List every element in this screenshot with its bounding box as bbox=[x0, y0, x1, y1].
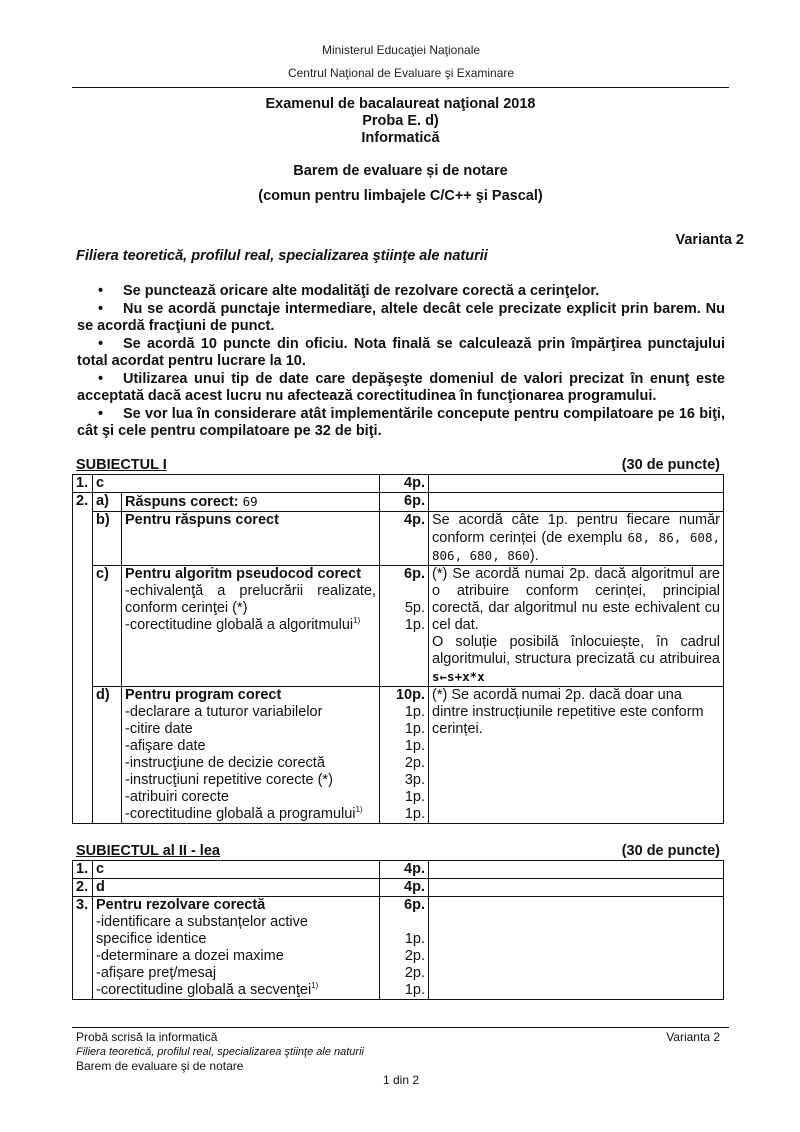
rule-item: • Se acordă 10 puncte din oficiu. Nota finală se calculează prin împărţirea punctajului total acordat pentru lucrare la 10. bbox=[77, 335, 725, 369]
bullet-icon: • bbox=[98, 283, 104, 299]
answer-cell: Pentru răspuns corect bbox=[122, 512, 380, 566]
variant-label: Varianta 2 bbox=[675, 232, 744, 248]
general-rules bbox=[77, 283, 725, 441]
subject2-points: (30 de puncte) bbox=[621, 843, 720, 859]
filiera-label: Filiera teoretică, profilul real, specializarea ştiinţe ale naturii bbox=[76, 248, 488, 264]
exam-proba: Proba E. d) bbox=[362, 113, 439, 129]
table-row: 3. Pentru rezolvare corectă -identificare a substanțelor active specifice identice -determinare a dozei maxime -afișare preț/mesaj -corectitudine globală a secvenţei$^{1)}$ 6p. 1p. 2p. 2p. 1p. bbox=[73, 897, 724, 1000]
table-row: 1. c 4p. bbox=[73, 861, 724, 879]
note-cell: Se acordă câte 1p. pentru fiecare număr conform cerinței (de exemplu 68, 86, 608, 806, 680, 860). bbox=[429, 512, 724, 566]
answer-cell: c bbox=[93, 475, 380, 493]
subject1-heading: SUBIECTUL I (30 de puncte) bbox=[76, 457, 720, 473]
subject1-table bbox=[72, 474, 724, 824]
bullet-icon: • bbox=[98, 300, 104, 317]
barem-subtitle: (comun pentru limbajele C/C++ şi Pascal) bbox=[258, 188, 543, 204]
bullet-icon: • bbox=[98, 405, 104, 422]
footer-variant: Varianta 2 bbox=[666, 1030, 720, 1044]
points-cell: 4p. bbox=[380, 879, 429, 897]
footer-barem: Barem de evaluare şi de notare bbox=[76, 1059, 244, 1073]
exam-title: Examenul de bacalaureat naţional 2018 bbox=[265, 96, 536, 112]
bullet-icon: • bbox=[98, 370, 104, 387]
rule-item: • Se punctează oricare alte modalităţi de rezolvare corectă a cerinţelor. bbox=[77, 283, 725, 301]
table-row: c) Pentru algoritm pseudocod corect -echivalenţă a prelucrării realizate, conform cerinţei (*) -corectitudine globală a algoritmului$^{1)}$ 6p. 5p. 1p. (*) Se acordă numai 2p. dacă algoritmul are o atribuire conform cerinței, principial corectă, dar algoritmul nu este echivalent cu cel dat. O soluție posibilă înlocuiește, în cadrul algoritmului, structura precizată cu atribuirea s←s+x*x bbox=[73, 566, 724, 687]
points-cell: 4p. bbox=[380, 512, 429, 566]
answer-cell: Pentru rezolvare corectă -identificare a substanțelor active specifice identice -determinare a dozei maxime -afișare preț/mesaj -corectitudine globală a secvenţei$^{1)}$ bbox=[93, 897, 380, 1000]
ministry-header: Ministerul Educaţiei Naţionale bbox=[321, 43, 481, 57]
points-cell: 6p. 5p. 1p. bbox=[380, 566, 429, 687]
points-cell: 4p. bbox=[380, 475, 429, 493]
answer-cell: Răspuns corect: 69 bbox=[122, 493, 380, 512]
footer-exam: Probă scrisă la informatică bbox=[76, 1030, 218, 1044]
subject2-table bbox=[72, 860, 724, 1000]
code-snippet: s←s+x*x bbox=[432, 669, 485, 684]
rule-item: • Utilizarea unui tip de date care depăşeşte domeniul de valori precizat în enunţ este acceptată dacă acest lucru nu afectează corectitudinea în funcţionarea programului. bbox=[77, 370, 725, 404]
answer-cell: Pentru algoritm pseudocod corect -echivalenţă a prelucrării realizate, conform cerinţei (*) -corectitudine globală a algoritmului$^{1)}$ bbox=[122, 566, 380, 687]
note-cell: (*) Se acordă numai 2p. dacă doar una dintre instrucțiunile repetitive este conform cerinței. bbox=[429, 687, 724, 824]
footer-filiera: Filiera teoretică, profilul real, specializarea ştiinţe ale naturii bbox=[76, 1045, 364, 1058]
table-row: 2. d 4p. bbox=[73, 879, 724, 897]
header-rule bbox=[72, 87, 729, 88]
table-row: 1. c 4p. bbox=[73, 475, 724, 493]
subject1-points: (30 de puncte) bbox=[621, 457, 720, 473]
answer-cell: d bbox=[93, 879, 380, 897]
center-header: Centrul Naţional de Evaluare şi Examinare bbox=[287, 66, 515, 80]
table-row: d) Pentru program corect -declarare a tuturor variabilelor -citire date -afişare date -instrucţiune de decizie corectă -instrucţiuni repetitive corecte (*) -atribuiri corecte -corectitudine globală a programului$^{1)}$ 10p. 1p. 1p. 1p. 2p. 3p. 1p. 1p. (*) Se acordă numai 2p. dacă doar una dintre instrucțiunile repetitive este conform cerinței. bbox=[73, 687, 724, 824]
note-cell: (*) Se acordă numai 2p. dacă algoritmul are o atribuire conform cerinței, principial corectă, dar algoritmul nu este echivalent cu cel dat. O soluție posibilă înlocuiește, în cadrul algoritmului, structura precizată cu atribuirea s←s+x*x bbox=[429, 566, 724, 687]
page-footer bbox=[76, 1030, 720, 1074]
points-cell: 4p. bbox=[380, 861, 429, 879]
rule-item: • Se vor lua în considerare atât implementările concepute pentru compilatoare pe 16 biţi, cât şi cele pentru compilatoare pe 32 de biţi. bbox=[77, 405, 725, 439]
bullet-icon: • bbox=[98, 335, 104, 352]
answer-cell: Pentru program corect -declarare a tuturor variabilelor -citire date -afişare date -instrucţiune de decizie corectă -instrucţiuni repetitive corecte (*) -atribuiri corecte -corectitudine globală a programului$^{1)}$ bbox=[122, 687, 380, 824]
points-cell: 6p. 1p. 2p. 2p. 1p. bbox=[380, 897, 429, 1000]
footer-rule bbox=[72, 1027, 729, 1028]
rule-item: • Nu se acordă punctaje intermediare, altele decât cele precizate explicit prin barem. Nu se acordă fracţiuni de punct. bbox=[77, 300, 725, 334]
answer-cell: c bbox=[93, 861, 380, 879]
points-cell: 10p. 1p. 1p. 1p. 2p. 3p. 1p. 1p. bbox=[380, 687, 429, 824]
subject2-heading: SUBIECTUL al II - lea (30 de puncte) bbox=[76, 843, 720, 859]
table-row: 2. a) Răspuns corect: 69 6p. bbox=[73, 493, 724, 512]
barem-title: Barem de evaluare și de notare bbox=[293, 163, 508, 179]
exam-subject: Informatică bbox=[361, 130, 440, 146]
page-number: 1 din 2 bbox=[382, 1073, 420, 1087]
table-row: b) Pentru răspuns corect 4p. Se acordă câte 1p. pentru fiecare număr conform cerinței (de exemplu 68, 86, 608, 806, 680, 860). bbox=[73, 512, 724, 566]
points-cell: 6p. bbox=[380, 493, 429, 512]
